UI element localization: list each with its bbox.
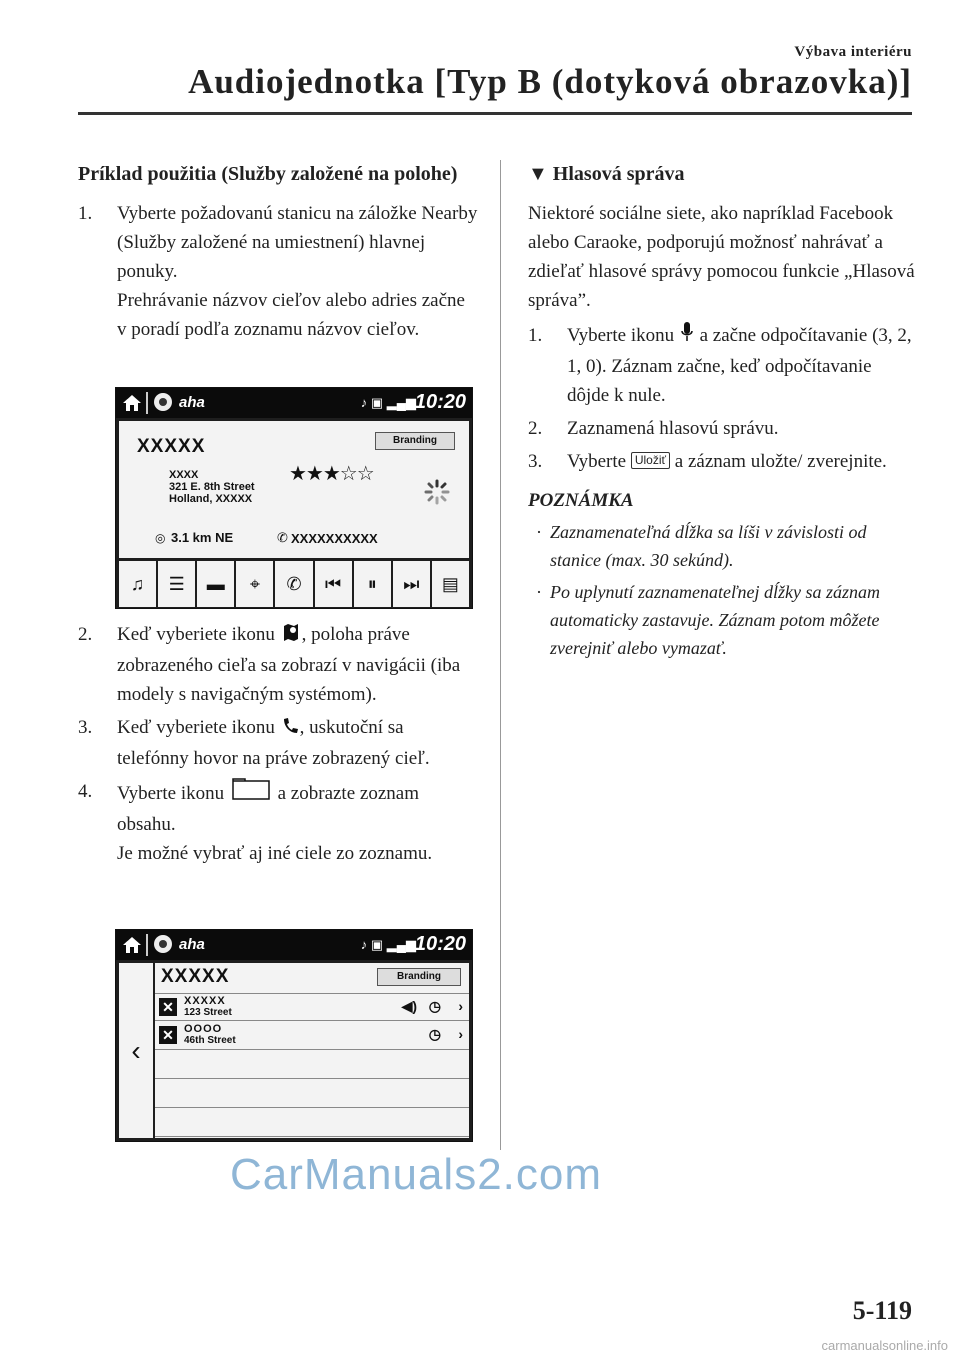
triangle-icon: ▼ (528, 163, 548, 185)
folder-icon[interactable]: ▬ (197, 561, 234, 607)
divider (146, 392, 148, 414)
step-text: , poloha práve zobrazeného cieľa sa zobrazí v navigácii (iba modely s navigačným systémom). (117, 624, 461, 705)
map-icon[interactable]: ⌖ (236, 561, 273, 607)
station-title: XXXXX (137, 436, 206, 457)
step-text: Vyberte (567, 451, 627, 472)
chevron-right-icon[interactable]: › (458, 998, 463, 1014)
back-button[interactable]: ‹ (119, 963, 153, 1138)
music-icon[interactable]: ♫ (119, 561, 156, 607)
aha-station-screen (115, 387, 473, 609)
poi-city: Holland, XXXXX (169, 493, 253, 505)
poi-street: 321 E. 8th Street (169, 481, 255, 493)
list-item-empty (155, 1109, 469, 1137)
page-title: Audiojednotka [Typ B (dotyková obrazovka)] (188, 62, 912, 101)
toolbar (119, 561, 469, 607)
aha-app-icon (154, 393, 172, 411)
map-icon (282, 622, 300, 651)
note-heading: POZNÁMKA (528, 490, 634, 511)
step-number: 1. (528, 325, 543, 346)
aha-list-screen (115, 929, 473, 1142)
divider (146, 934, 148, 956)
step-3 (78, 713, 478, 773)
step-number: 2. (528, 418, 543, 439)
step-number: 3. (528, 451, 543, 472)
step-text: Vyberte požadovanú stanicu na záložke Nearby (Služby založené na umiestnení) hlavnej ponuky. (117, 203, 478, 282)
home-icon[interactable] (122, 936, 142, 959)
step-number: 4. (78, 781, 93, 802)
step-text: Keď vyberiete ikonu (117, 624, 275, 645)
microphone-icon (681, 321, 693, 352)
step-text: , uskutoční sa telefónny hovor na práve zobrazený cieľ. (117, 717, 430, 769)
step-number: 1. (78, 203, 93, 224)
status-bar (116, 388, 472, 418)
home-icon[interactable] (122, 394, 142, 417)
example-heading: Príklad použitia (Služby založené na polohe) (78, 163, 458, 185)
footer-url: carmanualsonline.info (821, 1338, 948, 1353)
poi-name: XXXX (169, 469, 199, 481)
loading-spinner-icon (424, 479, 450, 505)
note-item: · Zaznamenateľná dĺžka sa líši v závislosti od stanice (max. 30 sekúnd). (536, 522, 867, 570)
left-column (78, 160, 478, 348)
rating-stars: ★★★☆☆ (289, 463, 374, 485)
heading-text: Hlasová správa (552, 163, 685, 185)
list-item-empty (155, 1051, 469, 1079)
step-number: 2. (78, 624, 93, 645)
list-item[interactable] (155, 1022, 469, 1050)
note-item: · Po uplynutí zaznamenateľnej dĺžky sa záznam automaticky zastavuje. Záznam potom môžete zverejniť alebo vymazať. (536, 582, 881, 658)
step-text: a zobrazte zoznam obsahu. (117, 783, 419, 835)
intro-paragraph: Niektoré sociálne siete, ako napríklad Facebook alebo Caraoke, podporujú možnosť nahrávať a zdieľať hlasové správy pomocou funkcie „Hlasová správa”. (528, 203, 915, 311)
voice-message-heading (528, 160, 918, 189)
column-divider (500, 160, 501, 1150)
step-text: Je možné vybrať aj iné ciele zo zoznamu. (117, 843, 433, 864)
station-title: XXXXX (161, 966, 230, 987)
clock: 10:20 (414, 933, 466, 955)
app-name: aha (179, 394, 205, 411)
step-text: a záznam uložte/ zverejnite. (674, 451, 887, 472)
content-list (155, 963, 469, 1138)
phone-icon (282, 715, 298, 744)
watermark: CarManuals2.com (230, 1150, 603, 1199)
save-button: Uložiť (631, 452, 670, 469)
item-title: XXXXX (184, 995, 226, 1007)
speaker-icon: ◀) (401, 998, 417, 1014)
phone-number: XXXXXXXXXX (291, 531, 378, 546)
app-name: aha (179, 936, 205, 953)
step-1 (78, 199, 478, 344)
note-text: Zaznamenateľná dĺžka sa líši v závislosti od stanice (max. 30 sekúnd). (550, 522, 867, 570)
branding-label: Branding (377, 968, 461, 986)
step-2 (528, 414, 918, 443)
step-3 (528, 447, 918, 476)
chevron-right-icon[interactable]: › (458, 1026, 463, 1042)
step-4 (78, 777, 478, 868)
clock-icon: ◷ (428, 998, 441, 1014)
clock-icon: ◷ (428, 1026, 441, 1042)
close-icon[interactable]: ✕ (159, 998, 177, 1016)
step-1 (528, 321, 918, 410)
list-icon[interactable]: ☰ (158, 561, 195, 607)
page-number: 5-119 (852, 1296, 912, 1325)
distance: 3.1 km NE (171, 530, 234, 545)
list-item-empty (155, 1080, 469, 1108)
previous-icon[interactable]: ⏮ (315, 561, 352, 607)
right-column (528, 160, 918, 666)
branding-label: Branding (375, 432, 455, 450)
step-text: Vyberte ikonu (567, 325, 675, 346)
step-text: Zaznamená hlasovú správu. (567, 418, 779, 439)
list-item[interactable] (155, 993, 469, 1021)
folder-icon (231, 777, 271, 810)
aha-app-icon (154, 935, 172, 953)
note-text: Po uplynutí zaznamenateľnej dĺžky sa záznam automaticky zastavuje. Záznam potom môžete zverejniť alebo vymazať. (550, 582, 881, 658)
next-icon[interactable]: ⏭ (393, 561, 430, 607)
status-icons: ♪ ▣ ▂▄▆ (360, 937, 416, 952)
equalizer-icon[interactable]: ▤ (432, 561, 469, 607)
step-text: Prehrávanie názvov cieľov alebo adries začne v poradí podľa zoznamu názvov cieľov. (117, 290, 465, 340)
left-column-cont (78, 620, 478, 872)
step-text: a začne odpočítavanie (3, 2, 1, 0). Záznam začne, keď odpočítavanie dôjde k nule. (567, 325, 912, 406)
step-number: 3. (78, 717, 93, 738)
close-icon[interactable]: ✕ (159, 1026, 177, 1044)
header-rule (78, 112, 912, 115)
section-label: Výbava interiéru (794, 44, 912, 60)
status-bar (116, 930, 472, 960)
station-info-pane (119, 421, 469, 558)
item-subtitle: 46th Street (184, 1035, 236, 1046)
step-2 (78, 620, 478, 709)
phone-icon: ✆ (277, 530, 288, 545)
status-icons: ♪ ▣ ▂▄▆ (360, 395, 416, 410)
step-text: Vyberte ikonu (117, 783, 225, 804)
pause-icon[interactable]: ⏸ (354, 561, 391, 607)
item-title: OOOO (184, 1023, 223, 1035)
phone-icon[interactable]: ✆ (275, 561, 312, 607)
item-subtitle: 123 Street (184, 1007, 232, 1018)
location-icon: ◎ (155, 531, 166, 545)
clock: 10:20 (414, 391, 466, 413)
step-text: Keď vyberiete ikonu (117, 717, 275, 738)
